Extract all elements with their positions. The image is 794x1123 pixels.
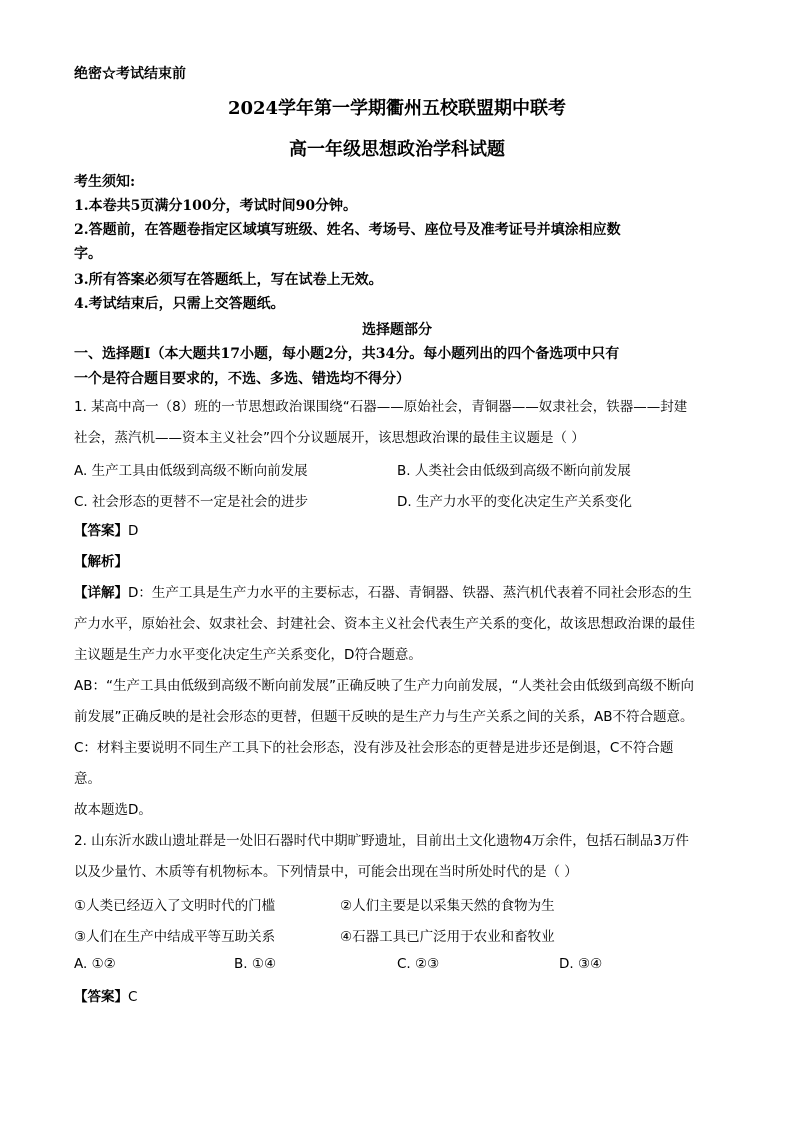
notice-item: 字。 xyxy=(74,246,102,262)
question-2-option-a: A. ①② xyxy=(74,956,116,972)
notice-item: 1.本卷共5页满分100分，考试时间90分钟。 xyxy=(74,198,358,214)
question-1-c-analysis: 意。 xyxy=(74,771,101,787)
question-2-statement-4: ④石器工具已广泛用于农业和畜牧业 xyxy=(340,929,555,945)
detail-text: D：生产工具是生产力水平的主要标志，石器、青铜器、铁器、蒸汽机代表着不同社会形态的生 xyxy=(128,585,692,601)
question-1-option-d: D. 生产力水平的变化决定生产关系变化 xyxy=(397,494,632,510)
question-1-option-b: B. 人类社会由低级到高级不断向前发展 xyxy=(397,463,631,479)
question-1-stem: 社会，蒸汽机——资本主义社会”四个分议题展开，该思想政治课的最佳主议题是（ ） xyxy=(74,430,585,446)
question-2-option-d: D. ③④ xyxy=(559,956,603,972)
detail-label: 【详解】 xyxy=(74,585,128,601)
notice-heading: 考生须知: xyxy=(74,174,136,190)
question-1-option-c: C. 社会形态的更替不一定是社会的进步 xyxy=(74,494,309,510)
question-1-stem: 1. 某高中高一（8）班的一节思想政治课围绕“石器——原始社会，青铜器——奴隶社会，铁器——封建 xyxy=(74,399,688,415)
question-1-ab-analysis: 前发展”正确反映的是社会形态的更替，但题干反映的是生产力与生产关系之间的关系，AB不符合题意。 xyxy=(74,709,694,725)
notice-item: 3.所有答案必须写在答题纸上，写在试卷上无效。 xyxy=(74,272,383,288)
exam-subtitle: 高一年级思想政治学科试题 xyxy=(289,139,505,160)
exam-title: 2024学年第一学期衢州五校联盟期中联考 xyxy=(227,98,567,119)
question-2-answer xyxy=(74,987,137,1007)
section-instruction: 一、选择题Ⅰ（本大题共17小题，每小题2分，共34分。每小题列出的四个备选项中只有 xyxy=(74,346,620,362)
section-title: 选择题部分 xyxy=(362,322,432,338)
notice-item: 2.答题前，在答题卷指定区域填写班级、姓名、考场号、座位号及准考证号并填涂相应数 xyxy=(74,222,621,238)
question-1-detail: 产力水平，原始社会、奴隶社会、封建社会、资本主义社会代表生产关系的变化，故该思想政治课的最佳 xyxy=(74,616,695,632)
question-1-conclusion: 故本题选D。 xyxy=(74,802,152,818)
question-2-stem: 以及少量竹、木质等有机物标本。下列情景中，可能会出现在当时所处时代的是（ ） xyxy=(74,864,578,880)
secret-mark: 绝密☆考试结束前 xyxy=(74,66,186,82)
section-instruction: 一个是符合题目要求的，不选、多选、错选均不得分） xyxy=(74,371,410,387)
answer-label: 【答案】 xyxy=(74,989,128,1005)
answer-value: D xyxy=(128,523,139,539)
question-1-c-analysis: C：材料主要说明不同生产工具下的社会形态，没有涉及社会形态的更替是进步还是倒退，C不符合题 xyxy=(74,740,674,756)
question-2-statement-3: ③人们在生产中结成平等互助关系 xyxy=(74,929,276,945)
question-2-statement-2: ②人们主要是以采集天然的食物为生 xyxy=(340,898,555,914)
question-1-detail: 主议题是生产力水平变化决定生产关系变化，D符合题意。 xyxy=(74,647,422,663)
answer-value: C xyxy=(128,989,138,1005)
question-2-option-b: B. ①④ xyxy=(234,956,277,972)
answer-label: 【答案】 xyxy=(74,523,128,539)
question-1-analysis-label: 【解析】 xyxy=(74,554,128,570)
question-2-statement-1: ①人类已经迈入了文明时代的门槛 xyxy=(74,898,276,914)
question-1-option-a: A. 生产工具由低级到高级不断向前发展 xyxy=(74,463,308,479)
question-2-option-c: C. ②③ xyxy=(397,956,440,972)
question-2-stem: 2. 山东沂水跋山遗址群是一处旧石器时代中期旷野遗址，目前出土文化遗物4万余件，包括石制品3万件 xyxy=(74,833,689,849)
question-1-ab-analysis: AB：“生产工具由低级到高级不断向前发展”正确反映了生产力向前发展，“人类社会由低级到高级不断向 xyxy=(74,678,694,694)
question-1-detail xyxy=(74,583,692,603)
question-1-answer xyxy=(74,521,138,541)
notice-item: 4.考试结束后，只需上交答题纸。 xyxy=(74,296,285,312)
